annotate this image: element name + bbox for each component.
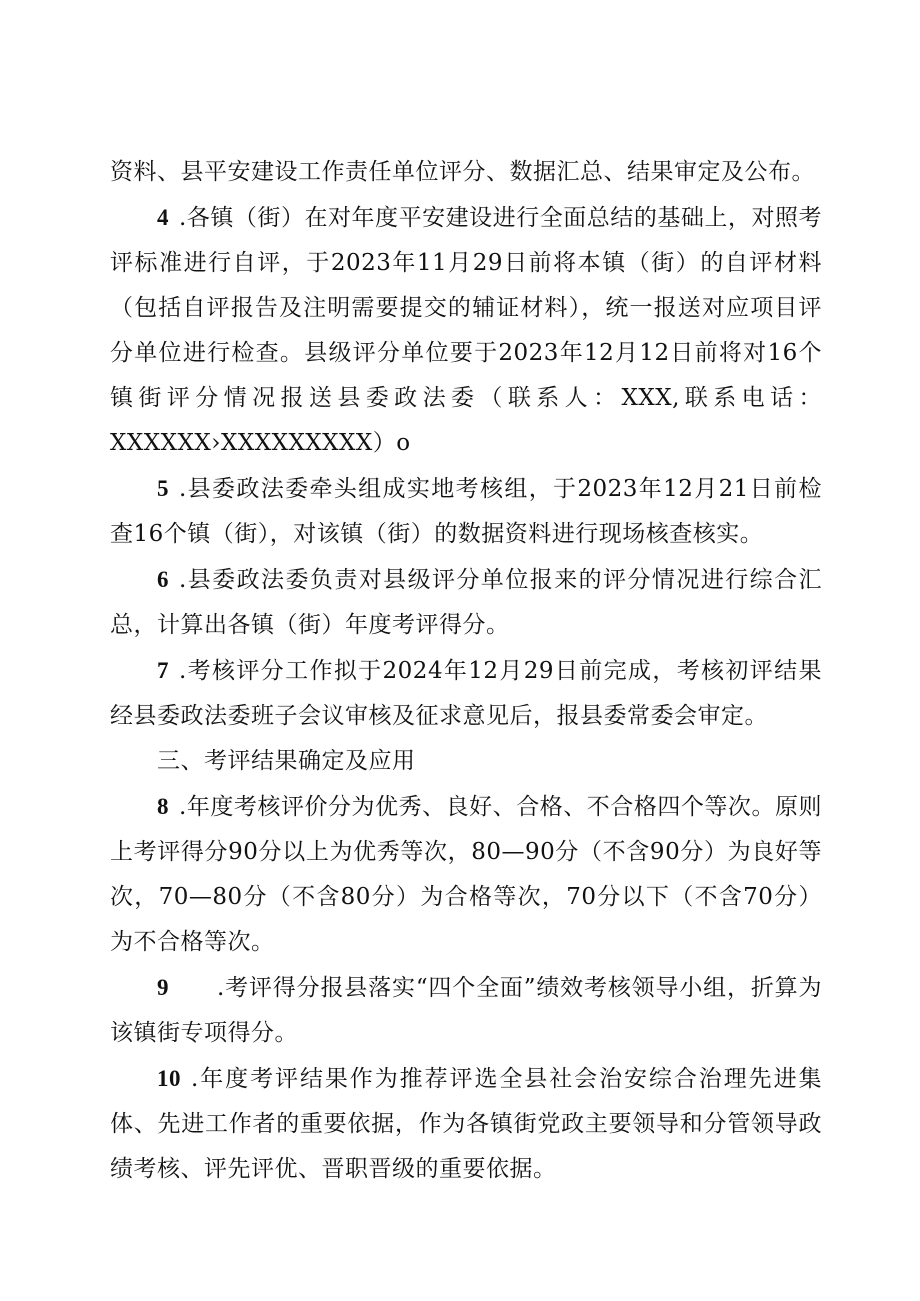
- paragraph-item-7: [110, 648, 822, 739]
- paragraph-continuation: 资料、县平安建设工作责任单位评分、数据汇总、结果审定及公布。: [110, 159, 815, 185]
- item-text: .县委政法委牵头组成实地考核组，于2023年12月21日前检查16个镇（街），对该镇（街）的数据资料进行现场核查核实。: [110, 476, 822, 547]
- paragraph-item-4: [110, 195, 822, 466]
- item-text: .年度考核评价分为优秀、良好、合格、不合格四个等次。原则上考评得分90分以上为优秀等次，80—90分（不含90分）为良好等次，70—80分（不含80分）为合格等次，70分以下（不含70分）为不合格等次。: [110, 794, 822, 955]
- document-body: [110, 150, 822, 1192]
- item-text: .年度考评结果作为推荐评选全县社会治安综合治理先进集体、先进工作者的重要依据，作为各镇街党政主要领导和分管领导政绩考核、评先评优、晋职晋级的重要依据。: [110, 1066, 822, 1182]
- item-number: 7: [157, 658, 169, 683]
- item-text: .县委政法委负责对县级评分单位报来的评分情况进行综合汇总，计算出各镇（街）年度考评得分。: [110, 567, 822, 638]
- item-text: .考核评分工作拟于2024年12月29日前完成，考核初评结果经县委政法委班子会议审核及征求意见后，报县委常委会审定。: [110, 658, 822, 729]
- item-number: 10: [157, 1066, 181, 1091]
- paragraph-item-6: [110, 557, 822, 648]
- item-text: .各镇（街）在对年度平安建设进行全面总结的基础上，对照考评标准进行自评，于2023年11月29日前将本镇（街）的自评材料（包括自评报告及注明需要提交的辅证材料），统一报送对应项目评分单位进行检查。县级评分单位要于2023年12月12日前将对16个镇街评分情况报送县委政法委（联系人：XXX,联系电话：XXXXXX›XXXXXXXXX）o: [110, 205, 822, 456]
- section-heading: 三、考评结果确定及应用: [157, 748, 416, 774]
- paragraph-item-5: [110, 466, 822, 557]
- paragraph-item-9: [110, 965, 822, 1056]
- paragraph-item-10: [110, 1056, 822, 1192]
- paragraph-item-8: [110, 784, 822, 965]
- item-number: 6: [157, 567, 169, 592]
- item-number: 9: [157, 975, 169, 1000]
- item-text: .考评得分报县落实“四个全面”绩效考核领导小组，折算为该镇街专项得分。: [110, 975, 822, 1046]
- item-number: 4: [157, 205, 169, 230]
- item-number: 5: [157, 476, 169, 501]
- item-number: 8: [157, 794, 169, 819]
